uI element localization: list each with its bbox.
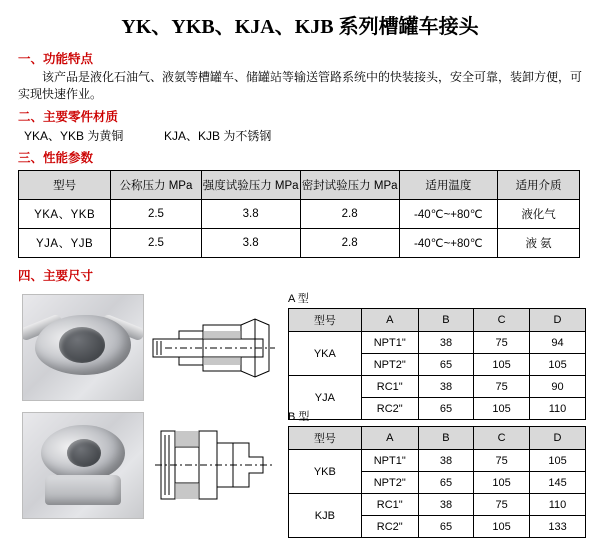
cell-d: 105	[530, 450, 586, 472]
cell-b: 38	[418, 494, 473, 516]
table-header-row	[289, 309, 586, 332]
type-a-label: A 型	[288, 293, 309, 305]
cell-d: 94	[530, 332, 586, 354]
header-cell-b: B	[418, 427, 473, 450]
header-cell-a: A	[361, 427, 418, 450]
materials-right: KJA、KJB 为不锈钢	[164, 129, 272, 143]
cell-d: 133	[530, 516, 586, 538]
header-cell-c: C	[474, 427, 530, 450]
cell-a: RC1"	[361, 376, 418, 398]
materials-left: YKA、YKB 为黄铜	[24, 129, 124, 143]
cell-b: 65	[418, 472, 473, 494]
cell-model: YKA、YKB	[19, 200, 111, 229]
cell-a: NPT1"	[361, 450, 418, 472]
cell-nominal-pressure: 2.5	[111, 229, 201, 258]
performance-table	[18, 170, 580, 258]
cell-a: RC2"	[361, 398, 418, 420]
cell-b: 38	[418, 450, 473, 472]
header-cell-nominal-pressure: 公称压力 MPa	[111, 171, 201, 200]
section-heading-performance: 三、性能参数	[18, 151, 94, 165]
cell-a: NPT2"	[361, 354, 418, 376]
table-row	[289, 494, 586, 516]
photo-type-b	[22, 412, 144, 519]
cell-a: NPT1"	[361, 332, 418, 354]
header-cell-temperature: 适用温度	[399, 171, 498, 200]
table-row	[289, 450, 586, 472]
cell-b: 65	[418, 354, 473, 376]
cell-a: NPT2"	[361, 472, 418, 494]
header-cell-seal-pressure: 密封试验压力 MPa	[300, 171, 399, 200]
type-a-table	[288, 308, 586, 420]
cell-medium: 液 氨	[498, 229, 580, 258]
type-b-table	[288, 426, 586, 538]
section-heading-features: 一、功能特点	[18, 52, 94, 66]
header-cell-b: B	[418, 309, 473, 332]
cell-c: 75	[474, 494, 530, 516]
features-paragraph: 该产品是液化石油气、液氨等槽罐车、储罐站等输送管路系统中的快装接头，安全可靠，装卸方便，可实现快速作业。	[18, 70, 583, 101]
cell-strength-pressure: 3.8	[201, 229, 300, 258]
cell-d: 110	[530, 398, 586, 420]
header-cell-medium: 适用介质	[498, 171, 580, 200]
drawing-type-b	[144, 412, 284, 519]
cell-c: 75	[474, 450, 530, 472]
header-cell-a: A	[361, 309, 418, 332]
cell-model: YKA	[289, 332, 362, 376]
table-row	[289, 332, 586, 354]
type-b-label: B 型	[288, 411, 310, 423]
table-header-row	[289, 427, 586, 450]
cell-d: 105	[530, 354, 586, 376]
cell-model: KJB	[289, 494, 362, 538]
type-b-table-block	[288, 408, 586, 538]
cell-c: 105	[474, 354, 530, 376]
section-heading-dimensions: 四、主要尺寸	[18, 269, 94, 283]
photo-bore	[59, 327, 105, 363]
cell-b: 65	[418, 398, 473, 420]
cell-seal-pressure: 2.8	[300, 229, 399, 258]
cell-medium: 液化气	[498, 200, 580, 229]
cell-b: 38	[418, 332, 473, 354]
drawing-type-b-svg	[145, 413, 283, 518]
cell-c: 75	[474, 376, 530, 398]
materials-line	[24, 127, 600, 144]
cell-temperature: -40℃~+80℃	[399, 229, 498, 258]
drawing-type-a	[144, 294, 284, 401]
photo-type-a	[22, 294, 144, 401]
cell-model: YJA、YJB	[19, 229, 111, 258]
cell-a: RC1"	[361, 494, 418, 516]
table-row	[19, 229, 580, 258]
header-cell-c: C	[474, 309, 530, 332]
page-title: YK、YKB、KJA、KJB 系列槽罐车接头	[121, 16, 479, 38]
cell-b: 38	[418, 376, 473, 398]
cell-c: 105	[474, 516, 530, 538]
type-a-table-block	[288, 290, 586, 420]
photo-bore	[67, 439, 101, 467]
table-row	[19, 200, 580, 229]
table-row	[289, 376, 586, 398]
header-cell-d: D	[530, 309, 586, 332]
section-heading-materials: 二、主要零件材质	[18, 110, 119, 124]
drawing-type-a-svg	[145, 295, 283, 400]
header-cell-model: 型号	[19, 171, 111, 200]
cell-b: 65	[418, 516, 473, 538]
cell-nominal-pressure: 2.5	[111, 200, 201, 229]
cell-strength-pressure: 3.8	[201, 200, 300, 229]
cell-c: 105	[474, 472, 530, 494]
cell-d: 110	[530, 494, 586, 516]
type-b-figures	[22, 412, 284, 519]
header-cell-model: 型号	[289, 427, 362, 450]
cell-c: 105	[474, 398, 530, 420]
cell-a: RC2"	[361, 516, 418, 538]
cell-d: 90	[530, 376, 586, 398]
photo-flange-base	[45, 475, 121, 505]
cell-c: 75	[474, 332, 530, 354]
cell-model: YKB	[289, 450, 362, 494]
header-cell-strength-pressure: 强度试验压力 MPa	[201, 171, 300, 200]
cell-seal-pressure: 2.8	[300, 200, 399, 229]
header-cell-model: 型号	[289, 309, 362, 332]
table-header-row	[19, 171, 580, 200]
cell-temperature: -40℃~+80℃	[399, 200, 498, 229]
cell-model: YJA	[289, 376, 362, 420]
type-a-figures	[22, 294, 284, 401]
header-cell-d: D	[530, 427, 586, 450]
cell-d: 145	[530, 472, 586, 494]
